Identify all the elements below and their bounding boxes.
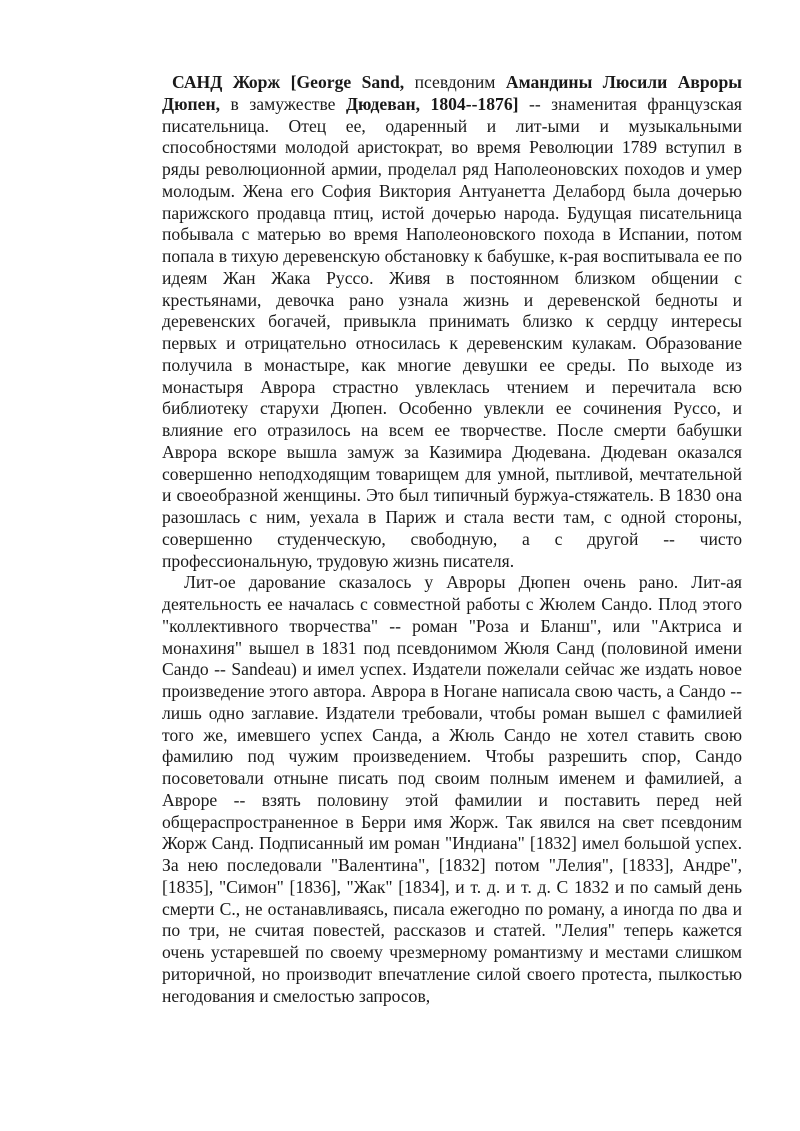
article-text [162,72,742,1007]
paragraph-1 [162,72,742,572]
paragraph-2: Лит-ое дарование сказалось у Авроры Дюпен очень рано. Лит-ая деятельность ее началась с совместной работы с Жюлем Сандо. Плод этого "коллективного творчества" -- роман "Роза и Бланш", или "Актриса и монахиня" вышел в 1831 под псевдонимом Жюля Санд (половиной имени Сандо -- Sandeau) и имел успех. Издатели пожелали сейчас же издать новое произведение этого автора. Аврора в Ногане написала свою часть, а Сандо -- лишь одно заглавие. Издатели требовали, чтобы роман вышел с фамилией того же, имевшего успех Санда, а Жюль Сандо не хотел ставить свою фамилию под чужим произведением. Чтобы разрешить спор, Сандо посоветовали отныне писать под своим полным именем и фамилией, а Авроре -- взять половину этой фамилии и поставить перед ней общераспространенное в Берри имя Жорж. Так явился на свет псевдоним Жорж Санд. Подписанный им роман "Индиана" [1832] имел большой успех. За нею последовали "Валентина", [1832] потом "Лелия", [1833], Андре", [1835], "Симон" [1836], "Жак" [1834], и т. д. и т. д. С 1832 и по самый день смерти С., не останавливаясь, писала ежегодно по роману, а иногда по два и по три, не считая повестей, рассказов и статей. "Лелия" теперь кажется очень устаревшей по своему чрезмерному романтизму и местами слишком риторичной, но производит впечатление силой своего протеста, пылкостью негодования и смелостью запросов, [162,572,742,1006]
married-name: Дюдеван, 1804--1876] [345,93,519,114]
article-title: САНД Жорж [George Sand, [172,72,405,92]
pseudonym-intro: псевдоним [404,72,506,92]
married-intro: в замужестве [220,93,346,114]
paragraph-1-body: -- знаменитая французская писательница. Отец ее, одаренный и лит-ыми и музыкальными способностями молодой аристократ, во время Революции 1789 вступил в ряды революционной армии, проделал ряд Наполеоновских походов и умер молодым. Жена его София Виктория Антуанетта Делаборд была дочерью парижского продавца птиц, истой дочерью народа. Будущая писательница побывала с матерью во время Наполеоновского похода в Испании, потом попала в тихую деревенскую обстановку к бабушке, к-рая воспитывала ее по идеям Жан Жака Руссо. Живя в постоянном близком общении с крестьянами, девочка рано узнала жизнь и деревенской бедноты и деревенских богачей, привыкла принимать близко к сердцу интересы первых и отрицательно относилась к деревенским кулакам. Образование получила в монастыре, как многие девушки ее среды. По выходе из монастыря Аврора страстно увлеклась чтением и перечитала всю библиотеку старухи Дюпен. Особенно увлекли ее сочинения Руссо, и влияние его отразилось на всем ее творчестве. После смерти бабушки Аврора вскоре вышла замуж за Казимира Дюдевана. Дюдеван оказался совершенно неподходящим товарищем для умной, пытливой, мечтательной и своеобразной женщины. Это был типичный буржуа-стяжатель. В 1830 она разошлась с ним, уехала в Париж и стала вести там, с одной стороны, совершенно студенческую, свободную, а с другой -- чисто профессиональную, трудовую жизнь писателя. [162,93,742,571]
pseudonym-name: Амандины Люсили Авроры Дюпен, [162,72,742,114]
